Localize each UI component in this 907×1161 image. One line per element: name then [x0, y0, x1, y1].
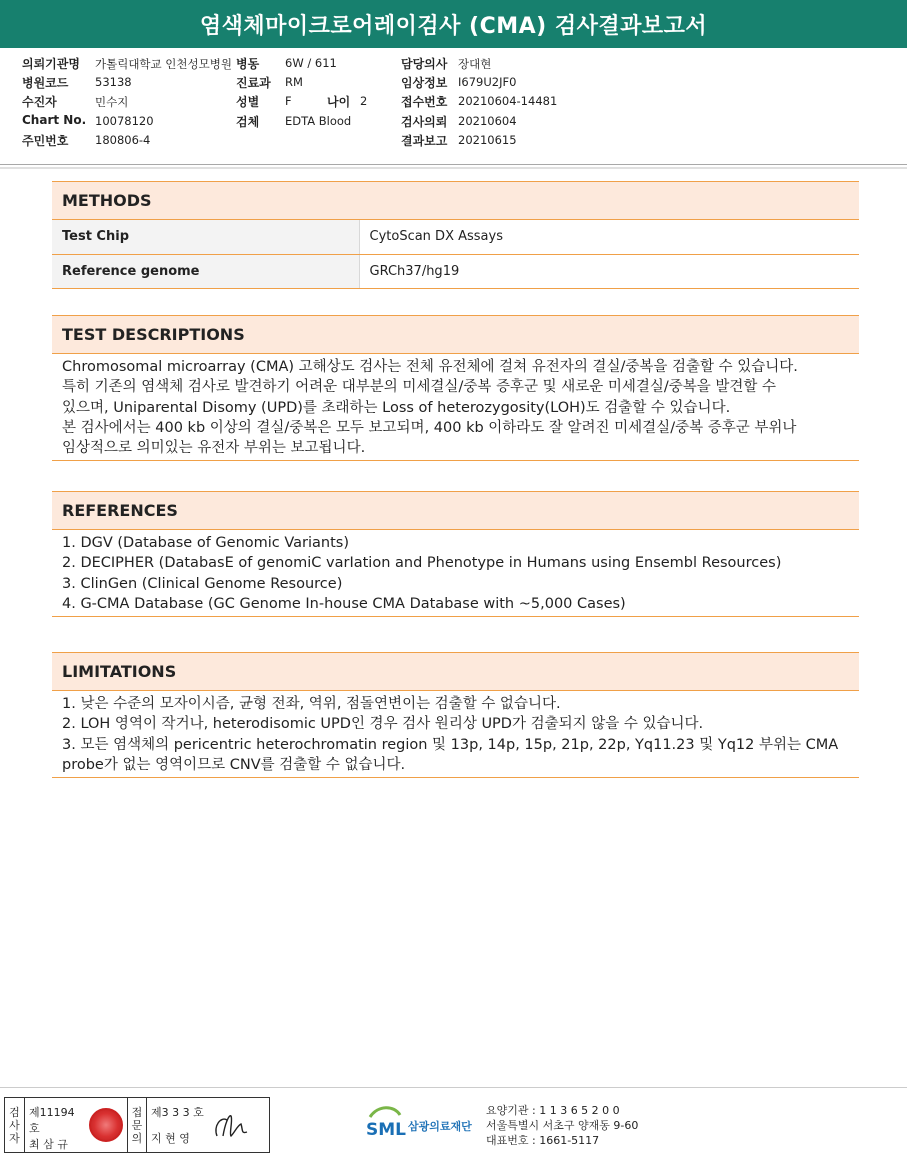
- reference-item: 4. G-CMA Database (GC Genome In-house CMA Database with ~5,000 Cases): [62, 595, 626, 612]
- methods-table: [52, 220, 859, 289]
- resident-no-label: 주민번호: [22, 134, 69, 148]
- inspector-name: 최 삼 규: [29, 1138, 68, 1151]
- description-line: 임상적으로 의미있는 유전자 부위는 보고됩니다.: [62, 440, 366, 457]
- organization-logo: [364, 1103, 472, 1143]
- patient-info-header: [0, 53, 907, 165]
- report-title: 염색체마이크로어레이검사 (CMA) 검사결과보고서: [0, 0, 907, 48]
- table-row: [52, 220, 859, 254]
- ward-label: 병동: [236, 57, 260, 71]
- inspector-info: [25, 1098, 85, 1152]
- sml-logo-icon: [364, 1103, 406, 1143]
- department-value: RM: [285, 75, 303, 89]
- reviewer-license-no: 제3 3 3 호: [151, 1106, 204, 1119]
- specimen-label: 검체: [236, 115, 260, 129]
- report-date-value: 20210615: [458, 133, 517, 147]
- org-address: 서울특별시 서초구 양재동 9-60: [486, 1119, 639, 1132]
- vertical-char: 검: [9, 1105, 20, 1119]
- test-descriptions-heading: TEST DESCRIPTIONS: [52, 315, 859, 354]
- limitations-body: [52, 691, 859, 778]
- vertical-char: 문: [131, 1118, 143, 1132]
- test-chip-key: Test Chip: [52, 220, 359, 254]
- description-line: 특히 기존의 염색체 검사로 발견하기 어려운 대부분의 미세결실/중복 증후군 및 새로운 미세결실/중복을 발견할 수: [62, 379, 777, 396]
- reference-genome-key: Reference genome: [52, 254, 359, 288]
- table-row: [52, 254, 859, 288]
- resident-no-value: 180806-4: [95, 133, 151, 147]
- test-descriptions-section: [52, 315, 859, 461]
- handwritten-signature-icon: [211, 1106, 251, 1146]
- header-divider: [0, 164, 907, 165]
- organization-contact: [486, 1103, 638, 1148]
- request-date-label: 검사의뢰: [401, 115, 448, 129]
- sex-label: 성별: [236, 95, 260, 109]
- organization-name: 삼광의료재단: [408, 1120, 472, 1133]
- official-seal-icon: [89, 1108, 123, 1142]
- logo-text: SML: [366, 1120, 406, 1140]
- doctor-label: 담당의사: [401, 57, 448, 71]
- methods-heading: METHODS: [52, 181, 859, 220]
- test-chip-value: CytoScan DX Assays: [359, 220, 859, 254]
- chart-no-label: Chart No.: [22, 113, 87, 127]
- test-descriptions-body: [52, 354, 859, 461]
- reference-item: 3. ClinGen (Clinical Genome Resource): [62, 575, 343, 592]
- sex-value: F: [285, 94, 292, 108]
- vertical-char: 접: [131, 1105, 143, 1119]
- methods-section: [52, 181, 859, 289]
- reference-genome-value: GRCh37/hg19: [359, 254, 859, 288]
- reviewer-name: 지 현 영: [151, 1132, 190, 1145]
- description-line: 있으며, Uniparental Disomy (UPD)를 초래하는 Loss of heterozygosity(LOH)도 검출할 수 있습니다.: [62, 399, 731, 416]
- inspector-vertical-label: [5, 1098, 25, 1152]
- report-date-label: 결과보고: [401, 134, 448, 148]
- hospital-name-label: 의뢰기관명: [22, 57, 80, 71]
- hospital-code-label: 병원코드: [22, 76, 69, 90]
- reference-item: 1. DGV (Database of Genomic Variants): [62, 535, 350, 551]
- org-phone: 대표번호 : 1661-5117: [486, 1134, 600, 1147]
- ward-value: 6W / 611: [285, 56, 337, 70]
- patient-label: 수진자: [22, 95, 57, 109]
- limitation-item: 3. 모든 염색체의 pericentric heterochromatin region 및 13p, 14p, 15p, 21p, 22p, Yq11.23 및 Yq12 부위는 CMA: [62, 736, 839, 753]
- chart-no-value: 10078120: [95, 114, 154, 128]
- age-label: 나이: [327, 95, 351, 109]
- clinical-info-label: 임상정보: [401, 76, 448, 90]
- references-section: [52, 491, 859, 617]
- age-value: 2: [360, 94, 368, 108]
- receipt-no-value: 20210604-14481: [458, 94, 558, 108]
- header-divider-shadow: [0, 167, 907, 169]
- hospital-name-value: 가톨릭대학교 인천성모병원: [95, 57, 232, 71]
- patient-value: 민수지: [95, 95, 129, 109]
- limitation-item: probe가 없는 영역이므로 CNV를 검출할 수 없습니다.: [62, 756, 406, 773]
- doctor-value: 장대현: [458, 57, 492, 71]
- description-line: Chromosomal microarray (CMA) 고해상도 검사는 전체 유전체에 걸쳐 유전자의 결실/중복을 검출할 수 있습니다.: [62, 359, 798, 375]
- receipt-no-label: 접수번호: [401, 95, 448, 109]
- limitations-section: [52, 652, 859, 778]
- footer-divider: [0, 1087, 907, 1088]
- reviewer-info: [147, 1098, 211, 1152]
- vertical-char: 자: [9, 1131, 20, 1145]
- request-date-value: 20210604: [458, 114, 517, 128]
- limitation-item: 2. LOH 영역이 작거나, heterodisomic UPD인 경우 검사 원리상 UPD가 검출되지 않을 수 있습니다.: [62, 716, 704, 733]
- reference-item: 2. DECIPHER (DatabasE of genomiC varIation and Phenotype in Humans using Ensembl Resources): [62, 555, 782, 572]
- specimen-value: EDTA Blood: [285, 114, 352, 128]
- hospital-code-value: 53138: [95, 75, 132, 89]
- references-heading: REFERENCES: [52, 491, 859, 530]
- limitation-item: 1. 낮은 수준의 모자이시즘, 균형 전좌, 역위, 점돌연변이는 검출할 수 없습니다.: [62, 696, 561, 712]
- limitations-heading: LIMITATIONS: [52, 652, 859, 691]
- vertical-char: 사: [9, 1118, 20, 1132]
- org-institution-code: 요양기관 : 1 1 3 6 5 2 0 0: [486, 1104, 620, 1117]
- vertical-char: 의: [131, 1131, 143, 1145]
- reviewer-vertical-label: [127, 1098, 147, 1152]
- references-body: [52, 530, 859, 617]
- description-line: 본 검사에서는 400 kb 이상의 결실/중복은 모두 보고되며, 400 kb 이하라도 잘 알려진 미세결실/중복 증후군 부위나: [62, 419, 797, 436]
- clinical-info-value: I679U2JF0: [458, 75, 517, 89]
- signature-box: [4, 1097, 270, 1153]
- department-label: 진료과: [236, 76, 271, 90]
- inspector-license-no: 제11194호: [29, 1106, 75, 1135]
